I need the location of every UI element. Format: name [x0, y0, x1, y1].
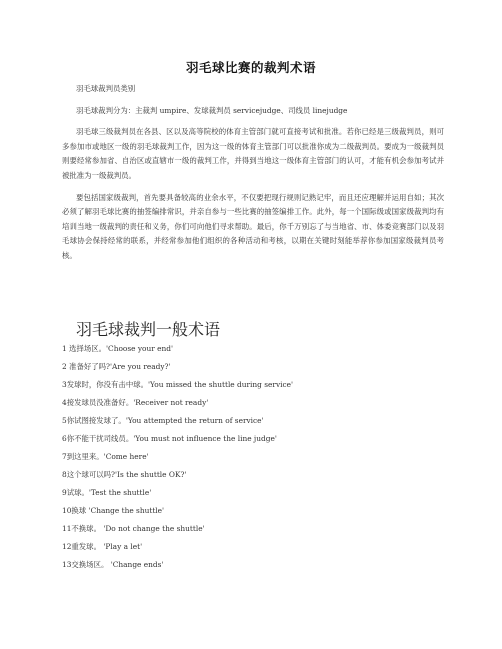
document-body [62, 82, 444, 264]
section-heading-general-terms: 羽毛球裁判一般术语 [76, 320, 221, 339]
list-item: 1 选择场区。'Choose your end' [62, 344, 174, 353]
list-item: 5你试图接发球了。'You attempted the return of service' [62, 416, 264, 425]
terms-list [62, 320, 444, 577]
paragraph-referee-levels: 羽毛球三级裁判员在各县、区以及高等院校的体育主管部门就可直接考试和批准。若你已经是三级裁判员，则可多参加市或地区一级的羽毛球裁判工作，因为这一级的体育主管部门可以批准你成为二级裁判员。要成为一级裁判员则要经常参加省、自治区或直辖市一级的裁判工作，并得到当地这一级体育主管部门的认可，才能有机会参加考试并被批准为一级裁判员。 [62, 127, 444, 180]
list-item: 13交换场区。 'Change ends' [62, 560, 164, 569]
section-heading-referee-categories: 羽毛球裁判员类别 [76, 84, 136, 93]
list-item: 9试球。'Test the shuttle' [62, 488, 152, 497]
document-title: 羽毛球比赛的裁判术语 [185, 60, 316, 75]
list-item: 6你不能干扰司线员。'You must not influence the line judge' [62, 434, 277, 443]
list-item: 10换球 'Change the shuttle' [62, 506, 165, 515]
list-item: 2 准备好了吗?'Are you ready?' [62, 362, 171, 371]
list-item: 7到这里来。'Come here' [62, 452, 149, 461]
paragraph-referee-types: 羽毛球裁判分为：主裁判 umpire、发球裁判员 servicejudge、司线员 linejudge [76, 105, 348, 115]
list-item: 8这个球可以吗?'Is the shuttle OK?' [62, 470, 187, 479]
paragraph-national-referee: 要包括国家级裁判，首先要具备较高的业余水平，不仅要把现行规则记熟记牢，而且还应理解并运用自如；其次必须了解羽毛球比赛的抽签编排常识，并亲自参与一些比赛的抽签编排工作。此外，每一个国际级或国家级裁判均有培训当地一级裁判的责任和义务，你们可向他们寻求帮助。最后，你千万别忘了与当地省、市、体委竞赛部门以及羽毛球协会保持经常的联系，并经常参加他们组织的各种活动和考核，以期在关键时刻能举荐你参加国家级裁判员考核。 [62, 192, 444, 260]
list-item: 4接发球员没准备好。'Receiver not ready' [62, 398, 209, 407]
list-item: 3发球时，你没有击中球。'You missed the shuttle during service' [62, 380, 294, 389]
list-item: 12重发球。 'Play a let' [62, 542, 143, 551]
list-item: 11不换球。 'Do not change the shuttle' [62, 524, 205, 533]
